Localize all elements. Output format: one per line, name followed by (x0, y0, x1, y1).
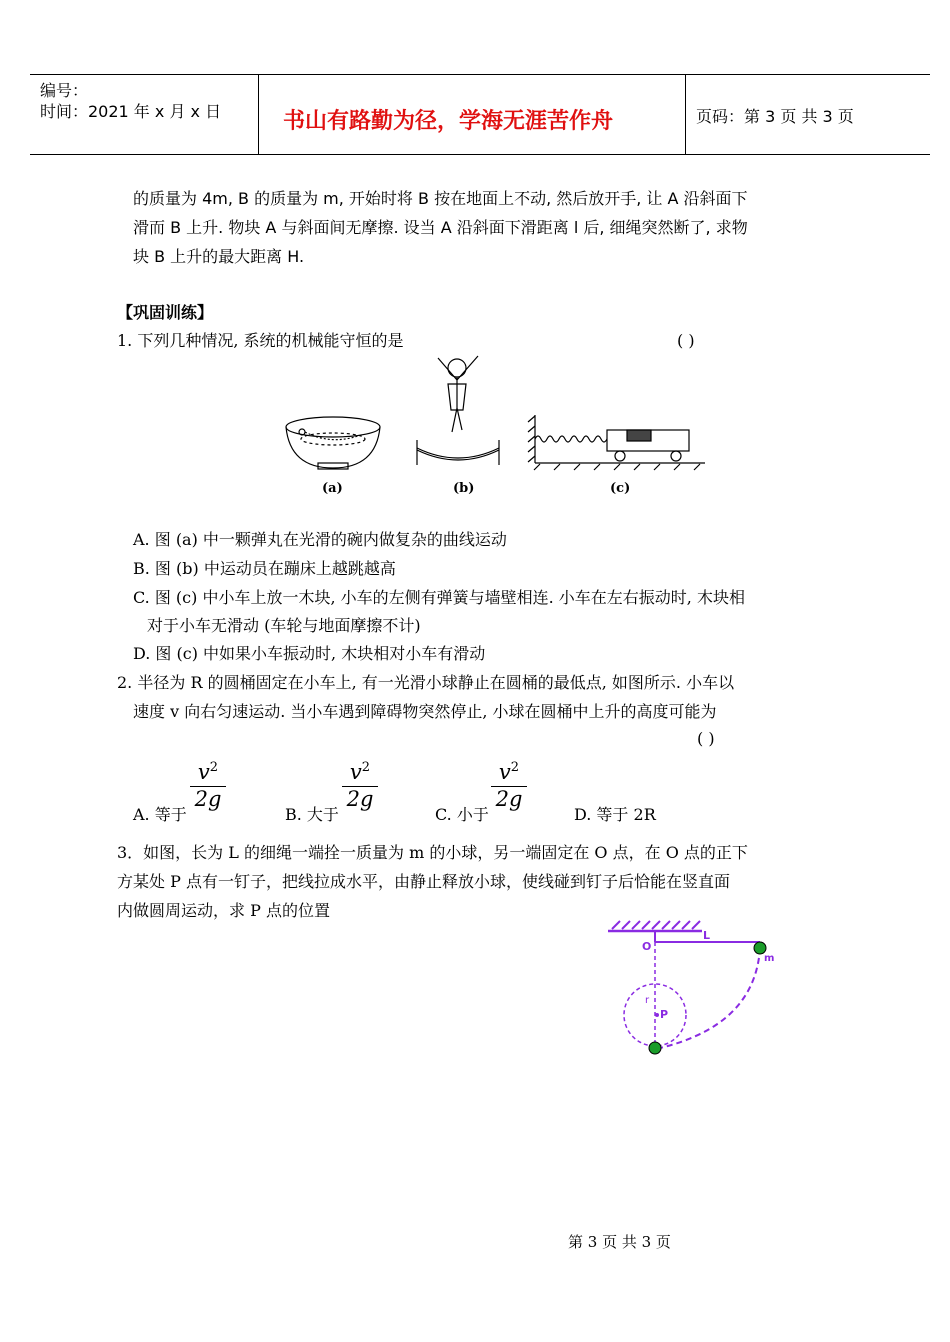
fig-label-c: (c) (610, 481, 631, 496)
q2-fraction-c: $\frac{v^2}{2g}$ (491, 760, 527, 811)
label-m: m (764, 953, 775, 964)
number-label: 编号： (40, 81, 89, 100)
fig-label-b: (b) (453, 481, 475, 496)
label-p: P (660, 1008, 669, 1021)
q1-option-c-line-1: C. 图 (c) 中小车上放一木块, 小车的左侧有弹簧与墙壁相连. 小车在左右振动时, 木块相 (133, 588, 745, 607)
header-top-border (30, 74, 930, 75)
header-divider-2 (685, 74, 686, 155)
q3-line-3: 内做圆周运动，求 P 点的位置 (117, 901, 330, 920)
spring-cart-figure (528, 415, 705, 470)
footer-page-number: 第 3 页 共 3 页 (568, 1233, 671, 1251)
q2-fraction-a: $\frac{v^2}{2g}$ (190, 760, 226, 811)
q1-bracket: ( ) (677, 331, 695, 350)
header-bottom-border (30, 154, 930, 155)
q3-line-2: 方某处 P 点有一钉子，把线拉成水平，由静止释放小球，使线碰到钉子后恰能在竖直面 (117, 872, 730, 891)
q1-option-b: B. 图 (b) 中运动员在蹦床上越跳越高 (133, 559, 396, 578)
q2-line-1: 2. 半径为 R 的圆桶固定在小车上, 有一光滑小球静止在圆桶的最低点, 如图所示. 小车以 (117, 673, 735, 692)
q2-line-2: 速度 v 向右匀速运动. 当小车遇到障碍物突然停止, 小球在圆桶中上升的高度可能为 (133, 702, 717, 721)
q3-line-1: 3．如图，长为 L 的细绳一端拴一质量为 m 的小球，另一端固定在 O 点，在 O 点的正下 (117, 843, 748, 862)
q2-option-d: D. 等于 2R (574, 805, 656, 824)
label-o: O (642, 940, 652, 953)
q3-pendulum-figure (600, 915, 800, 1065)
bowl-figure (286, 417, 380, 469)
q1-stem: 1. 下列几种情况, 系统的机械能守恒的是 (117, 331, 404, 350)
intro-line-1: 的质量为 4m, B 的质量为 m, 开始时将 B 按在地面上不动, 然后放开手, 让 A 沿斜面下 (133, 189, 748, 208)
fig-label-a: (a) (322, 481, 343, 496)
header-divider-1 (258, 74, 259, 155)
intro-line-3: 块 B 上升的最大距离 H. (133, 247, 305, 266)
q1-option-a: A. 图 (a) 中一颗弹丸在光滑的碗内做复杂的曲线运动 (133, 530, 507, 549)
q1-option-c-line-2: 对于小车无滑动 (车轮与地面摩擦不计) (147, 616, 421, 635)
label-l: L (703, 929, 711, 942)
section-title: 【巩固训练】 (117, 303, 214, 322)
page-label: 页码：第 3 页 共 3 页 (696, 107, 854, 126)
q2-option-b: B. 大于 (285, 805, 339, 824)
q2-fraction-b: $\frac{v^2}{2g}$ (342, 760, 378, 811)
athlete-figure (417, 356, 499, 465)
intro-line-2: 滑而 B 上升. 物块 A 与斜面间无摩擦. 设当 A 沿斜面下滑距离 l 后, 细绳突然断了, 求物 (133, 218, 748, 237)
q1-figures (270, 350, 720, 500)
motto: 书山有路勤为径，学海无涯苦作舟 (283, 108, 614, 134)
q2-bracket: ( ) (697, 729, 715, 748)
q1-option-d: D. 图 (c) 中如果小车振动时, 木块相对小车有滑动 (133, 644, 486, 663)
label-r: r (645, 995, 650, 1006)
q2-option-a: A. 等于 (133, 805, 187, 824)
ball-bottom (649, 1042, 661, 1054)
q2-option-c: C. 小于 (435, 805, 489, 824)
time-label: 时间：2021 年 x 月 x 日 (40, 102, 222, 121)
